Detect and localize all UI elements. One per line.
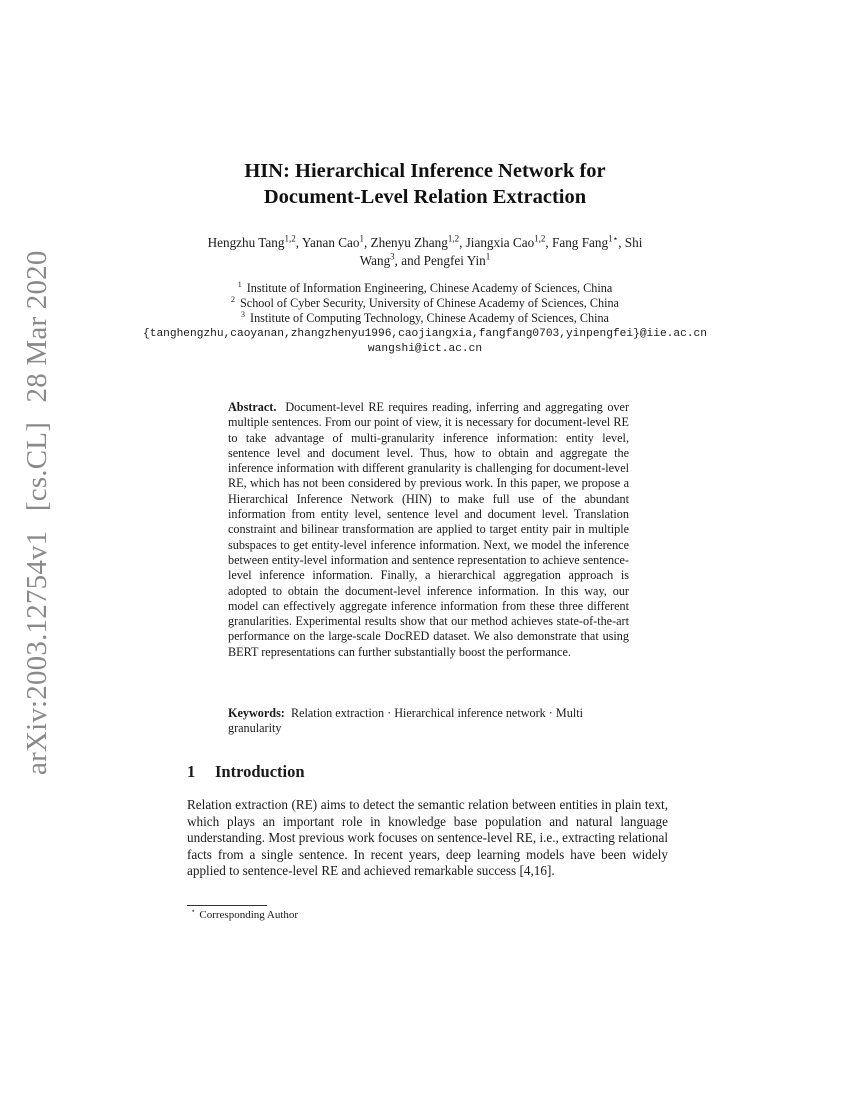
keywords-text: Relation extraction · Hierarchical inference network · Multi granularity: [228, 706, 584, 736]
intro-paragraph: Relation extraction (RE) aims to detect the semantic relation between entities in plain text, which plays an important role in knowledge base population and natural language understanding. Most previous work focuses on sentence-level RE, i.e., extracting relational facts from a single sentence. In recent years, deep learning models have been widely applied to sentence-level RE and achieved remarkable success [4,16].: [187, 797, 668, 879]
abstract-label: Abstract.: [228, 400, 277, 414]
affiliation: $^3$ Institute of Computing Technology, Chinese Academy of Sciences, China: [241, 310, 609, 326]
arxiv-category: [cs.CL]: [21, 421, 53, 512]
keywords-label: Keywords:: [228, 706, 285, 720]
section-number: 1: [187, 762, 196, 781]
section-heading: [187, 762, 305, 782]
title-line-2: Document-Level Relation Extraction: [263, 186, 587, 208]
arxiv-stamp: [20, 250, 54, 775]
section-title: Introduction: [215, 762, 305, 781]
author: Hengzhu Tang$^{1,2}$,: [207, 233, 302, 250]
author-list: [190, 234, 660, 270]
abstract: [228, 400, 629, 660]
author: Zhenyu Zhang$^{1,2}$,: [370, 233, 466, 250]
affiliation: $^2$ School of Cyber Security, University of Chinese Academy of Sciences, China: [231, 295, 619, 311]
title-line-1: HIN: Hierarchical Inference Network for: [244, 160, 606, 182]
author: Shi Wang$^3$, and: [359, 235, 643, 268]
footnote: [191, 908, 298, 922]
arxiv-date: 28 Mar 2020: [21, 250, 53, 403]
author: Jiangxia Cao$^{1,2}$,: [465, 233, 553, 250]
footnote-mark: ⋆: [191, 907, 196, 916]
affiliation: $^1$ Institute of Information Engineering, Chinese Academy of Sciences, China: [237, 279, 613, 295]
email-line-2[interactable]: wangshi@ict.ac.cn: [367, 342, 483, 355]
author: Pengfei Yin$^1$: [423, 251, 491, 268]
email-line-1[interactable]: {tanghengzhu,caoyanan,zhangzhenyu1996,caojiangxia,fangfang0703,yinpengfei}@iie.ac.cn: [143, 327, 707, 340]
keywords: [228, 706, 629, 737]
abstract-text: Document-level RE requires reading, inferring and aggregating over multiple sentences. From our point of view, it is necessary for document-level RE to take advantage of multi-granularity inference information: entity level, sentence level and document level. Thus, how to obtain and aggregate the inference information with different granularity is challenging for document-level RE, which has not been considered by previous work. In this paper, we propose a Hierarchical Inference Network (HIN) to make full use of the abundant information from entity level, sentence level and document level. Translation constraint and bilinear transformation are applied to target entity pair in multiple subspaces to get entity-level inference information. Next, we model the inference between entity-level information and sentence representation to achieve sentence-level inference information. Finally, a hierarchical aggregation approach is adopted to obtain the document-level inference information. In this way, our model can effectively aggregate inference information from these three different granularities. Experimental results show that our method achieves state-of-the-art performance on the large-scale DocRED dataset. We also demonstrate that using BERT representations can further substantially boost the performance.: [228, 400, 629, 659]
arxiv-id: arXiv:2003.12754v1: [21, 530, 53, 775]
footnote-rule: [187, 905, 267, 906]
footnote-text: Corresponding Author: [199, 909, 299, 921]
author: Fang Fang$^{1⋆}$,: [552, 233, 625, 250]
affiliations: [0, 281, 850, 357]
author: Yanan Cao$^1$,: [301, 233, 371, 250]
paper-title: [0, 158, 850, 210]
